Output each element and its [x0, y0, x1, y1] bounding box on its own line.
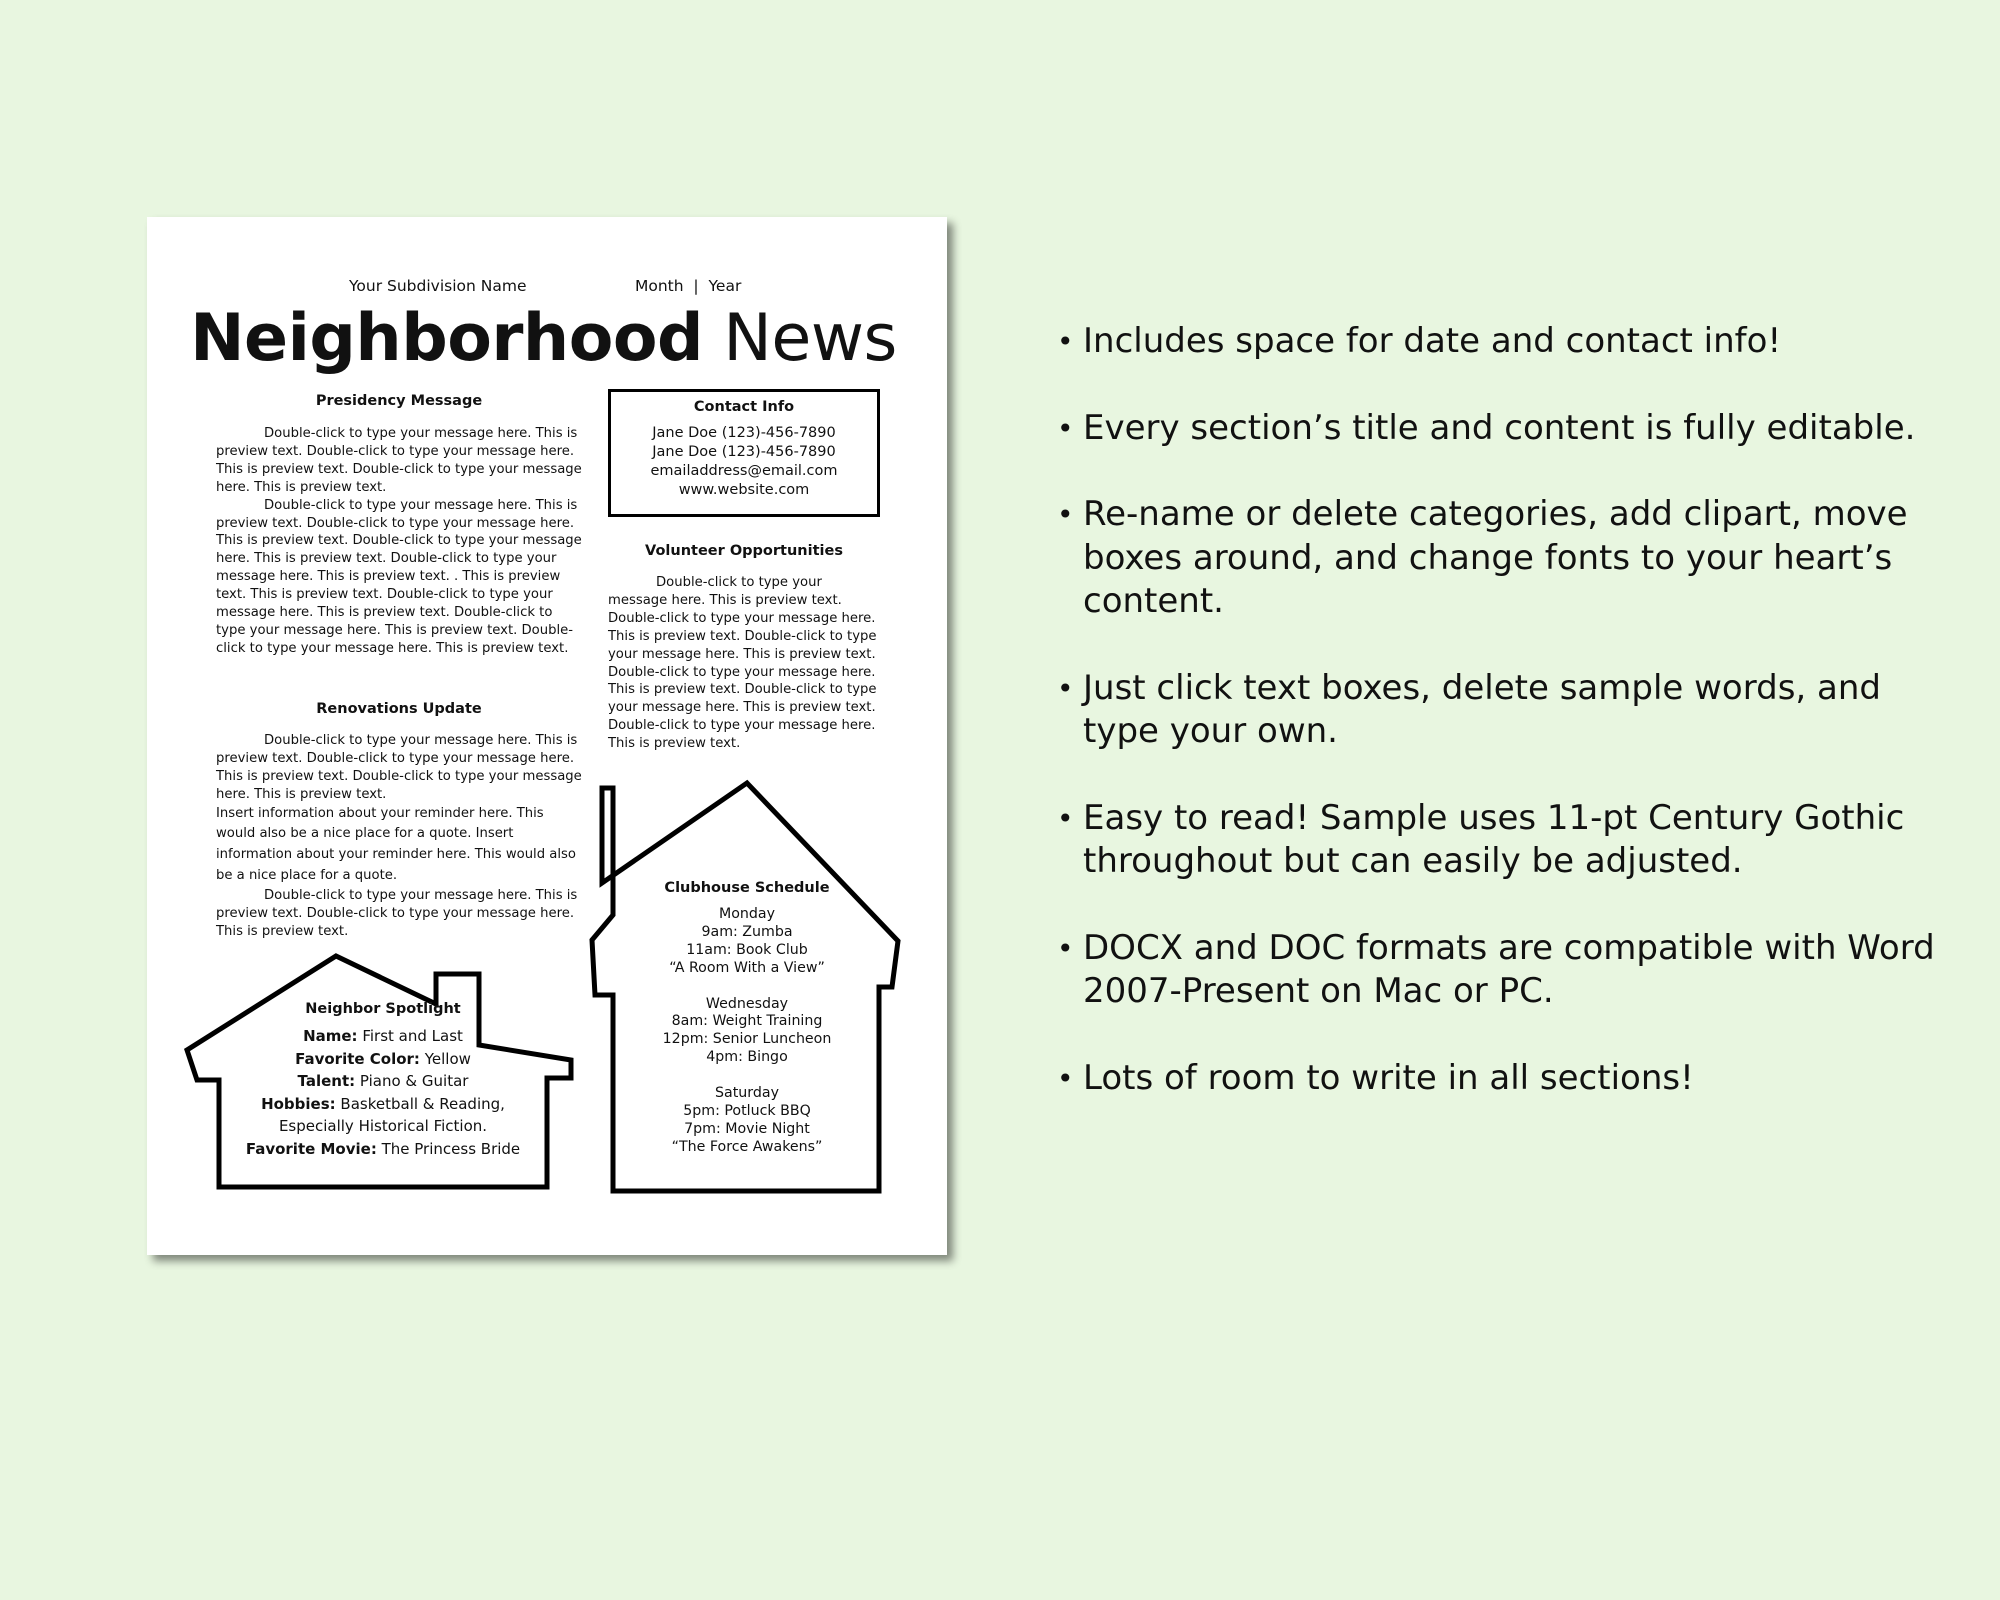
schedule-spacer: [617, 1067, 877, 1085]
bullet-icon: •: [1057, 931, 1074, 965]
spotlight-color: Favorite Color: Yellow: [295, 1049, 471, 1068]
newsletter-page: [147, 217, 947, 1255]
title-light: News: [703, 301, 897, 376]
volunteer-para: Double-click to type your message here. This is preview text. Double-click to type your message here. This is preview text. Double-click to type your message here. This is preview text. Double-click to type your message here. This is preview text. Double-click to type your message here. This is preview text. Double-click to type your message here. This is preview text.: [608, 575, 877, 752]
spotlight-hobbies-2: Especially Historical Fiction.: [278, 1117, 488, 1135]
contact-line-1: Jane Doe (123)-456-7890: [652, 425, 836, 441]
feature-item: • Re-name or delete categories, add clipart, move boxes around, and change fonts to your heart’s content.: [1057, 494, 1908, 621]
spotlight-hobbies: Hobbies: Basketball & Reading,: [261, 1094, 505, 1113]
schedule-line: Wednesday: [705, 995, 789, 1012]
subdivision-name: Your Subdivision Name: [349, 277, 527, 295]
schedule-line: “The Force Awakens”: [671, 1138, 823, 1155]
feature-item: • Just click text boxes, delete sample words, and type your own.: [1057, 667, 1881, 751]
schedule-line: Saturday: [715, 1085, 779, 1102]
renovations-para-1: Double-click to type your message here. This is preview text. Double-click to type your message here. This is preview text. Double-click to type your message here. This is preview text.: [216, 733, 582, 802]
schedule-line: 5pm: Potluck BBQ: [683, 1102, 811, 1119]
schedule-line: 8am: Weight Training: [671, 1013, 823, 1030]
spotlight-movie: Favorite Movie: The Princess Bride: [245, 1139, 521, 1158]
schedule-line: 4pm: Bingo: [706, 1049, 788, 1066]
spotlight-name: Name: First and Last: [303, 1027, 463, 1045]
feature-item: • Includes space for date and contact info!: [1057, 320, 1957, 364]
bullet-icon: •: [1057, 325, 1074, 358]
schedule-line: 9am: Zumba: [701, 923, 793, 940]
neighbor-spotlight: [221, 1001, 545, 1160]
title-bold: Neighborhood: [190, 301, 704, 376]
feature-item: • Every section’s title and content is fully editable.: [1057, 407, 1957, 451]
month-year: Month | Year: [635, 277, 742, 295]
contact-email: emailaddress@email.com: [650, 463, 838, 479]
feature-item: • Lots of room to write in all sections!: [1057, 1057, 1957, 1101]
bullet-icon: •: [1057, 1061, 1074, 1095]
renovations-para-3: Double-click to type your message here. This is preview text. Double-click to type your message here. This is preview text.: [216, 887, 578, 939]
renovations-para-2: Insert information about your reminder here. This would also be a nice place for a quote. Insert information about your reminder here. This would also be a nice place for a quote.: [216, 805, 576, 884]
bullet-icon: •: [1057, 411, 1074, 445]
volunteer-title: Volunteer Opportunities: [645, 543, 843, 559]
feature-item: • Easy to read! Sample uses 11-pt Century Gothic throughout but can easily be adjusted.: [1057, 797, 1905, 881]
presidency-title: Presidency Message: [315, 393, 483, 409]
renovations-title: Renovations Update: [316, 701, 482, 717]
contact-website: www.website.com: [678, 482, 810, 498]
schedule-line: 11am: Book Club: [686, 941, 808, 958]
spotlight-talent: Talent: Piano & Guitar: [297, 1072, 469, 1090]
spotlight-title: Neighbor Spotlight: [305, 1001, 461, 1017]
presidency-para-2: Double-click to type your message here. This is preview text. Double-click to type your message here. This is preview text. Double-click to type your message here. This is preview text. Double-click to type your message here. This is preview text. . This is preview text. This is preview text. Double-click to type your message here. This is preview text. Double-click to type your message here. This is preview text. Double-click to type your message here. This is preview text.: [216, 497, 582, 656]
bullet-icon: •: [1057, 671, 1074, 705]
presidency-para-1: Double-click to type your message here. This is preview text. Double-click to type your message here. This is preview text. Double-click to type your message here. This is preview text.: [216, 426, 582, 495]
bullet-icon: •: [1057, 498, 1074, 531]
feature-item: • DOCX and DOC formats are compatible with Word 2007-Present on Mac or PC.: [1057, 927, 1935, 1011]
schedule-line: 7pm: Movie Night: [684, 1120, 810, 1137]
schedule-line: “A Room With a View”: [669, 959, 825, 976]
contact-title: Contact Info: [693, 399, 795, 415]
clubhouse-schedule: [617, 880, 877, 1157]
clubhouse-title: Clubhouse Schedule: [664, 880, 830, 896]
contact-line-2: Jane Doe (123)-456-7890: [652, 444, 836, 460]
bullet-icon: •: [1057, 801, 1074, 835]
feature-list: [1057, 320, 1957, 1143]
schedule-spacer: [617, 978, 877, 996]
schedule-line: Monday: [718, 906, 775, 922]
schedule-line: 12pm: Senior Luncheon: [662, 1031, 832, 1048]
